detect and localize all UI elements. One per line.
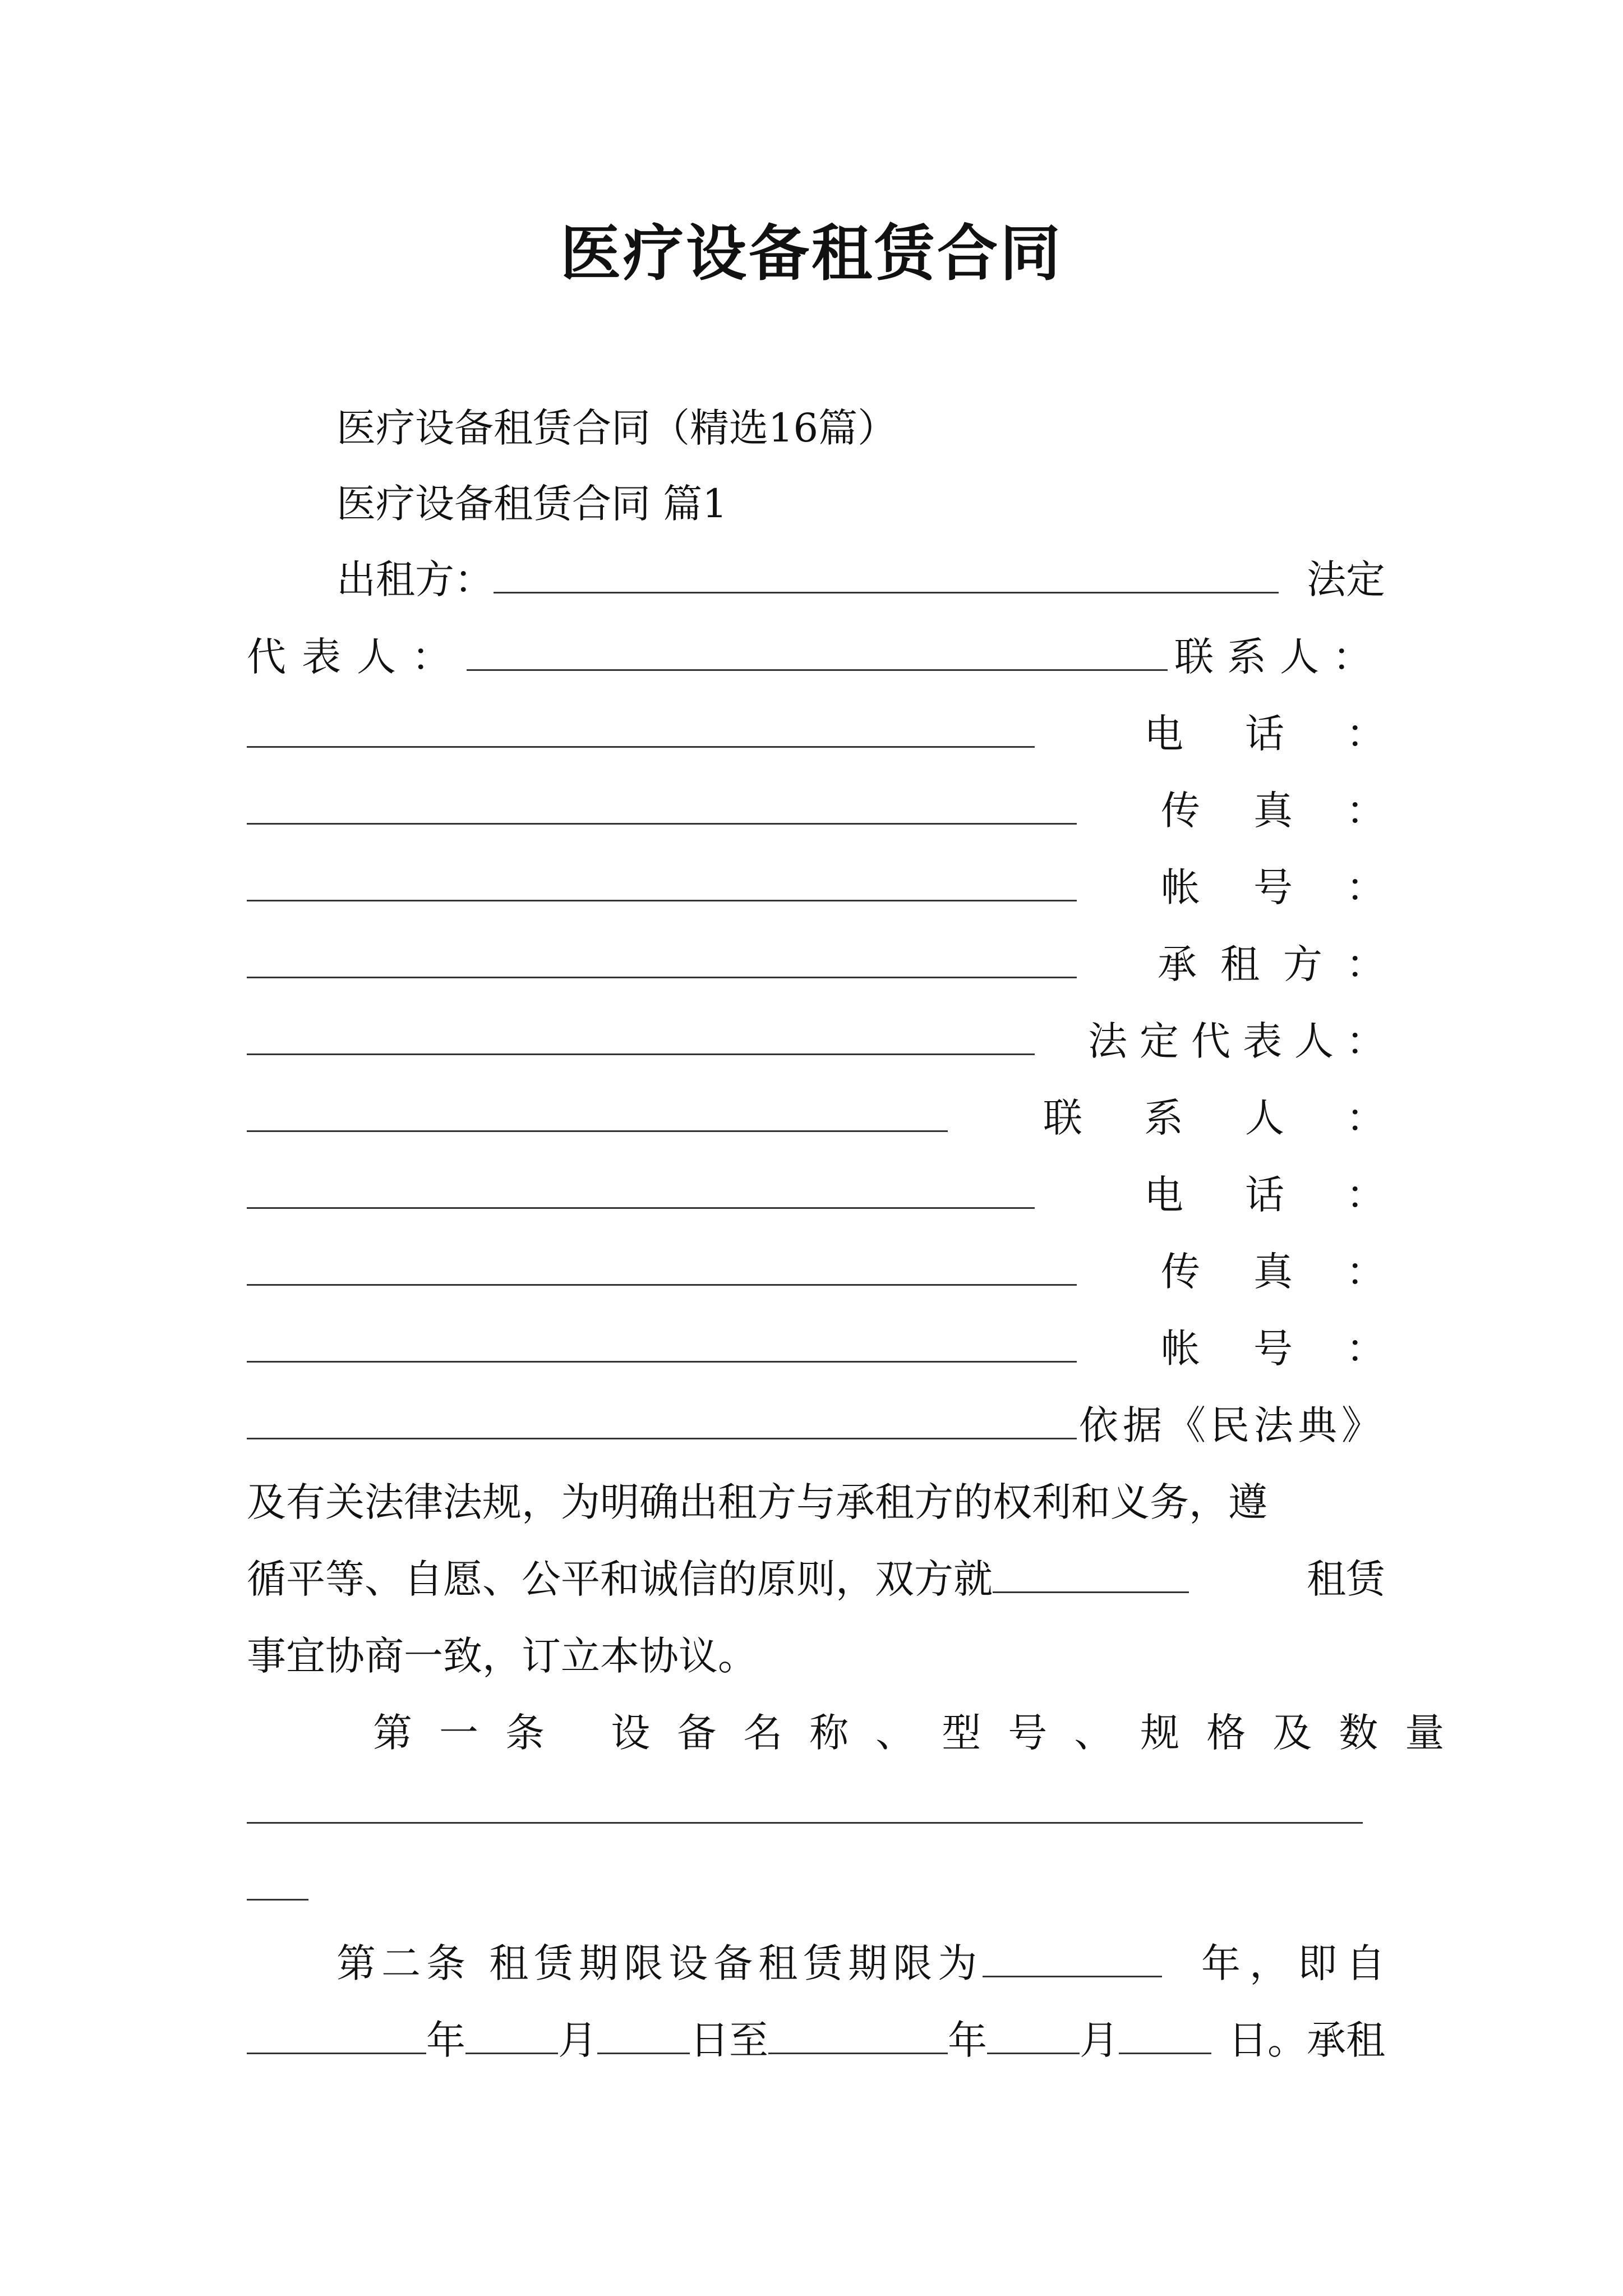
account-line — [247, 830, 1438, 910]
lessee-legal-rep-blank[interactable] — [247, 1130, 948, 1132]
lessor-line — [336, 522, 1385, 602]
lessee-account-line — [247, 1291, 1438, 1372]
article-1-heading: 第一条 设备名称、型号、规格及数量 — [373, 1710, 1472, 1756]
lessee-phone-blank[interactable] — [247, 1284, 1077, 1286]
lessee-account-blank[interactable] — [247, 1438, 1077, 1439]
lessee-blank[interactable] — [247, 1053, 1035, 1055]
legal-rep-label-part2: 代表人： — [247, 634, 467, 680]
end-day-blank[interactable] — [1119, 2053, 1211, 2054]
basis-line-2 — [247, 1444, 1385, 1525]
lease-years-blank[interactable] — [983, 1976, 1162, 1977]
account-label: 帐号： — [1161, 864, 1438, 910]
equipment-blank-1[interactable] — [247, 1822, 1363, 1824]
lessee-phone-label: 电话： — [1144, 1172, 1447, 1218]
basis-text-3a: 循平等、自愿、公平和诚信的原则，双方就 — [247, 1556, 993, 1602]
lessee-account-label: 帐号： — [1161, 1326, 1438, 1372]
end-month-label: 月 — [1080, 2017, 1119, 2063]
equipment-blank-line-1 — [247, 1752, 1385, 1829]
start-month-blank[interactable] — [465, 2053, 558, 2054]
end-month-blank[interactable] — [987, 2053, 1080, 2054]
lessee-fax-line — [247, 1214, 1438, 1295]
end-year-label: 年 — [948, 2017, 987, 2063]
lessee-line — [247, 907, 1409, 987]
lessee-fax-label: 传真： — [1161, 1249, 1438, 1295]
start-year-blank[interactable] — [247, 2053, 426, 2054]
lease-matter-blank[interactable] — [993, 1591, 1189, 1593]
contact-label: 联系人： — [1174, 634, 1385, 680]
lessee-legal-rep-line — [247, 983, 1398, 1064]
lessee-legal-rep-label: 法定代表人： — [1088, 1018, 1398, 1064]
legal-rep-blank[interactable] — [467, 669, 1168, 671]
fax-label: 传真： — [1161, 788, 1438, 834]
phone-blank[interactable] — [247, 823, 1077, 825]
start-month-label: 月 — [558, 2017, 597, 2063]
legal-rep-line — [247, 599, 1385, 680]
equipment-blank-line-2 — [247, 1829, 1385, 1906]
heading-line — [336, 446, 1475, 527]
start-day-blank[interactable] — [597, 2053, 690, 2054]
lessee-contact-label: 联系人： — [1043, 1095, 1447, 1141]
basis-line-4 — [247, 1598, 1385, 1679]
phone-label: 电话： — [1144, 711, 1447, 757]
section-heading: 医疗设备租赁合同 篇1 — [336, 481, 727, 527]
basis-intro: 依据《民法典》 — [1079, 1402, 1385, 1448]
start-year-label: 年 — [426, 2017, 465, 2063]
basis-line-1 — [247, 1368, 1385, 1448]
lessee-contact-line — [247, 1060, 1447, 1141]
account-blank[interactable] — [247, 977, 1077, 978]
start-day-label: 日至 — [690, 2017, 768, 2063]
contact-blank[interactable] — [247, 746, 1035, 748]
basis-line-3 — [247, 1521, 1385, 1602]
document-title: 医疗设备租赁合同 — [560, 218, 1063, 289]
article-2-line — [336, 1906, 1394, 1986]
end-day-label: 日。承租 — [1228, 2017, 1385, 2063]
lessor-label: 出租方： — [336, 556, 494, 602]
subtitle-line — [336, 370, 1475, 451]
article-1-line — [373, 1675, 1472, 1756]
basis-text-2: 及有关法律法规，为明确出租方与承租方的权利和义务，遵 — [247, 1479, 1267, 1525]
article-2-text-b: 年，即自 — [1201, 1940, 1394, 1986]
lessee-contact-blank[interactable] — [247, 1207, 1035, 1209]
end-year-blank[interactable] — [768, 2053, 948, 2054]
fax-line — [247, 753, 1438, 834]
date-range-line — [247, 1982, 1385, 2063]
article-2-text-a: 第二条 租赁期限设备租赁期限为 — [336, 1940, 983, 1986]
equipment-blank-2[interactable] — [247, 1899, 308, 1901]
lessee-fax-blank[interactable] — [247, 1361, 1077, 1363]
lessor-blank[interactable] — [494, 592, 1279, 593]
document-subtitle: 医疗设备租赁合同（精选16篇） — [336, 405, 897, 451]
basis-text-3b: 租赁 — [1307, 1556, 1385, 1602]
lessee-label: 承租方： — [1158, 941, 1409, 987]
phone-line — [247, 676, 1447, 757]
lessee-phone-line — [247, 1137, 1447, 1218]
basis-text-4: 事宜协商一致，订立本协议。 — [247, 1633, 757, 1679]
fax-blank[interactable] — [247, 900, 1077, 901]
legal-rep-label-part1: 法定 — [1307, 556, 1385, 602]
